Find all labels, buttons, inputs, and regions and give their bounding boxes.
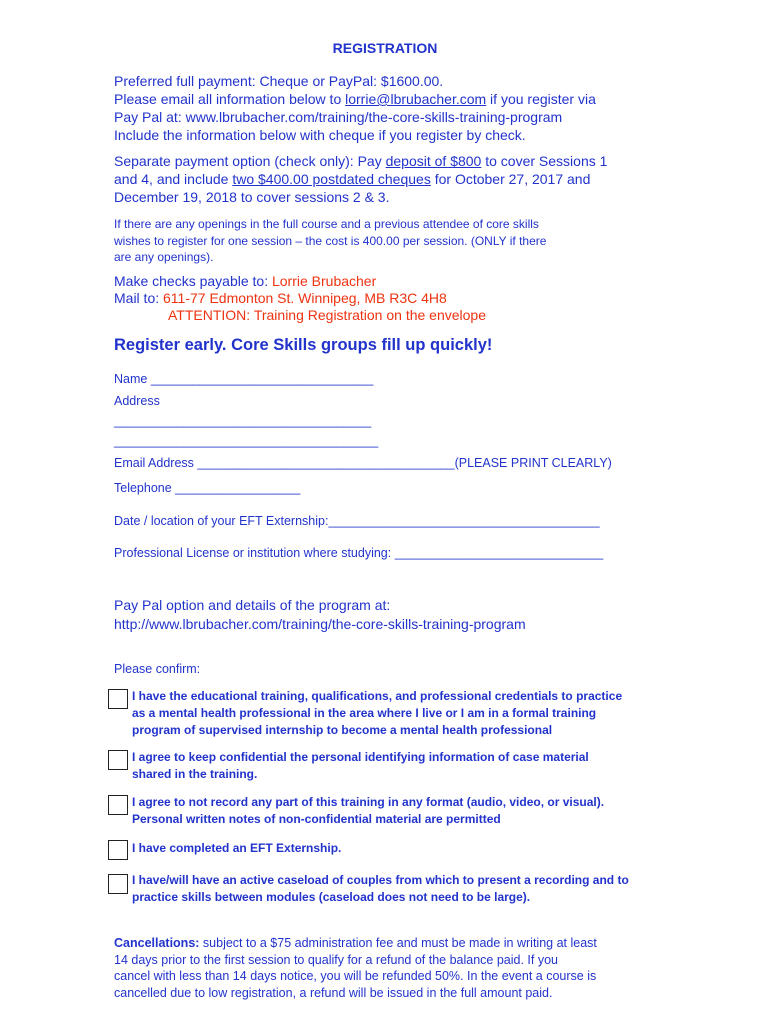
confirm-label: Please confirm: (114, 662, 201, 676)
confirm-line: I have the educational training, qualifications, and professional credentials to practice (132, 689, 623, 703)
confirm-text-no-recording (132, 794, 604, 828)
confirm-line: program of supervised internship to become a mental health professional (132, 723, 553, 737)
address-field-line1[interactable]: _____________________________________ (114, 414, 372, 428)
confirm-checkbox-credentials[interactable] (108, 689, 128, 709)
confirm-line: practice skills between modules (caseload does not need to be large). (132, 890, 531, 904)
cancellation-line: cancelled due to low registration, a refund will be issued in the full amount paid. (114, 985, 553, 1000)
cancellation-line: cancel with less than 14 days notice, you will be refunded 50%. In the event a course is (114, 969, 597, 983)
paypal-section (114, 596, 526, 634)
cheque-note: Include the information below with cheque if you register by check. (114, 127, 526, 143)
externship-field[interactable]: Date / location of your EFT Externship:_______________________________________ (114, 514, 600, 528)
page-title: REGISTRATION (332, 40, 438, 56)
email-field[interactable]: Email Address _____________________________________(PLEASE PRINT CLEARLY) (114, 456, 612, 470)
confirm-line: as a mental health professional in the area where I live or I am in a formal training (132, 706, 597, 720)
confirm-text-confidential (132, 749, 589, 783)
confirm-line: I agree to keep confidential the personal identifying information of case material (132, 750, 589, 764)
attention-line: ATTENTION: Training Registration on the envelope (168, 307, 487, 323)
payment-line: Preferred full payment: Cheque or PayPal: $1600.00. (114, 73, 444, 89)
confirm-checkbox-no-recording[interactable] (108, 795, 128, 815)
confirm-text-credentials (132, 688, 622, 739)
register-headline: Register early. Core Skills groups fill up quickly! (114, 336, 493, 354)
openings-line: are any openings). (114, 250, 214, 264)
telephone-field[interactable]: Telephone __________________ (114, 481, 301, 495)
deposit-amount: deposit of $800 (385, 153, 482, 169)
confirm-text-externship (132, 840, 341, 857)
payable-line (114, 273, 486, 290)
confirm-line: I have completed an EFT Externship. (132, 841, 342, 855)
address-field-line2[interactable]: ______________________________________ (114, 434, 379, 448)
name-field[interactable]: Name ________________________________ (114, 372, 374, 386)
license-field[interactable]: Professional License or institution where studying: ______________________________ (114, 546, 604, 560)
separate-text2-post: for October 27, 2017 and (430, 171, 591, 187)
postdated-cheques: two $400.00 postdated cheques (232, 171, 431, 187)
email-text: Please email all information below to (114, 91, 346, 107)
cancellation-line: 14 days prior to the first session to qualify for a refund of the balance paid. If you (114, 952, 559, 967)
confirm-line: I agree to not record any part of this training in any format (audio, video, or visual). (132, 795, 605, 809)
mailing-section (114, 273, 486, 324)
confirm-text-caseload (132, 872, 629, 906)
confirm-checkbox-caseload[interactable] (108, 874, 128, 894)
separate-payment-section (114, 152, 607, 206)
separate-text: Separate payment option (check only): Pay (114, 153, 386, 169)
cancellations-section (114, 935, 597, 1001)
cancellation-text: subject to a $75 administration fee and must be made in writing at least (199, 936, 597, 950)
openings-line: wishes to register for one session – the cost is 400.00 per session. (ONLY if there (114, 233, 547, 248)
paypal-label: Pay Pal option and details of the program at: (114, 597, 391, 613)
mail-address: 611-77 Edmonton St. Winnipeg, MB R3C 4H8 (163, 290, 447, 306)
confirm-checkbox-confidential[interactable] (108, 750, 128, 770)
email-link[interactable]: lorrie@lbrubacher.com (345, 91, 487, 107)
confirm-line: shared in the training. (132, 767, 258, 781)
separate-text2: and 4, and include (114, 171, 233, 187)
paypal-url[interactable]: http://www.lbrubacher.com/training/the-core-skills-training-program (114, 616, 526, 632)
separate-text-post: to cover Sessions 1 (481, 153, 608, 169)
openings-section (114, 216, 546, 266)
mail-label: Mail to: (114, 290, 164, 306)
separate-line1 (114, 152, 607, 170)
openings-line: If there are any openings in the full course and a previous attendee of core skills (114, 217, 539, 231)
address-label: Address (114, 394, 160, 408)
confirm-line: Personal written notes of non-confidential material are permitted (132, 812, 501, 826)
mail-line (114, 290, 486, 307)
paypal-url-line: Pay Pal at: www.lbrubacher.com/training/the-core-skills-training-program (114, 109, 563, 125)
payable-label: Make checks payable to: (114, 273, 272, 289)
payable-name: Lorrie Brubacher (271, 273, 377, 289)
payment-email-line (114, 90, 596, 108)
cancellations-label: Cancellations: (114, 936, 200, 950)
cancellation-line (114, 935, 597, 952)
email-text-post: if you register via (486, 91, 596, 107)
confirm-checkbox-externship[interactable] (108, 840, 128, 860)
separate-line2 (114, 170, 607, 188)
payment-section (114, 72, 596, 144)
separate-line3: December 19, 2018 to cover sessions 2 & 3. (114, 189, 390, 205)
confirm-line: I have/will have an active caseload of couples from which to present a recording and to (132, 873, 629, 887)
